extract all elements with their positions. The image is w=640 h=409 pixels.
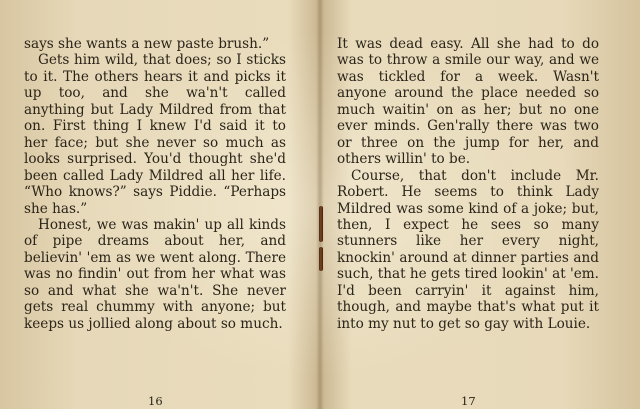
left-page-text: [24, 36, 286, 332]
page-number-left: 16: [148, 394, 163, 408]
staple-bottom: [319, 247, 323, 271]
paragraph: Honest, we was makin' up all kinds of pipe dreams about her, and believin' 'em as we went along. There was no findin' out from her what was so and what she wa'n't. She never gets real chummy with anyone; but keeps us jollied along about so much.: [24, 216, 286, 332]
paragraph: Course, that don't include Mr. Robert. He seems to think Lady Mildred was some kind of a joke; but, then, I expect he sees so many stunners like her every night, knockin' around at dinner parties and such, that he gets tired lookin' at 'em. I'd been carryin' it against him, though, and maybe that's what put it into my nut to get so gay with Louie.: [337, 167, 599, 332]
paragraph: It was dead easy. All she had to do was to throw a smile our way, and we was tickled for a week. Wasn't anyone around the place needed so much waitin' on as her; but no one ever minds. Gen'rally there was two or three on the jump for her, and others willin' to be.: [337, 36, 599, 168]
page-number-right: 17: [461, 394, 476, 408]
right-page-text: [337, 36, 599, 332]
staple-top: [319, 206, 323, 242]
paragraph: says she wants a new paste brush.”: [24, 36, 270, 52]
book-gutter: [316, 0, 324, 409]
paragraph: Gets him wild, that does; so I sticks to it. The others hears it and picks it up too, and she wa'n't called anything but Lady Mildred from that on. First thing I knew I'd said it to her face; but she never so much as looks surprised. You'd thought she'd been called Lady Mildred all her life. “Who knows?” says Piddie. “Perhaps she has.”: [24, 52, 286, 217]
